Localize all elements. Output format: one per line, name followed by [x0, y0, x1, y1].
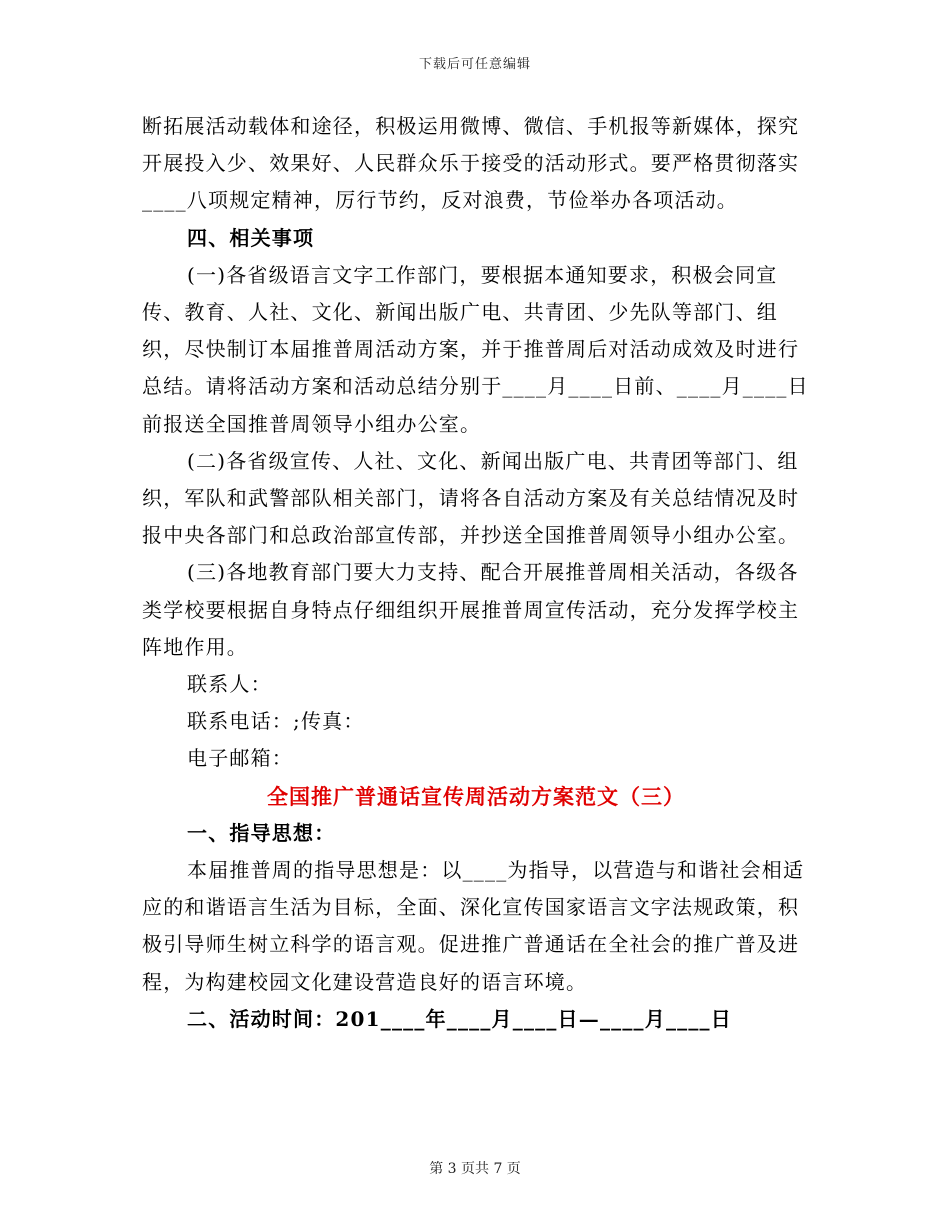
page-header: 下载后可任意编辑: [418, 57, 531, 72]
document-body: [142, 108, 810, 1038]
contact-person: 联系人：: [187, 672, 272, 697]
paragraph-item-2: (二)各省级宣传、人社、文化、新闻出版广电、共青团等部门、组织，军队和武警部队相关部门，请将各自活动方案及有关总结情况及时报中央各部门和总政治部宣传部，并抄送全国推普周领导小组办公室。: [142, 448, 800, 548]
document-title: 全国推广普通话宣传周活动方案范文（三）: [267, 783, 685, 809]
contact-phone-fax: 联系电话：;传真：: [187, 709, 365, 734]
section-heading-activity-time: 二、活动时间：201____年____月____日—____月____日: [187, 1006, 732, 1031]
paragraph-media-activities: 断拓展活动载体和途径，积极运用微博、微信、手机报等新媒体，探究开展投入少、效果好、人民群众乐于接受的活动形式。要严格贯彻落实____八项规定精神，厉行节约，反对浪费，节俭举办各项活动。: [142, 114, 800, 213]
paragraph-guiding-thought: 本届推普周的指导思想是：以____为指导，以营造与和谐社会相适应的和谐语言生活为目标，全面、深化宣传国家语言文字法规政策，积极引导师生树立科学的语言观。促进推广普通话在全社会的推广普及进程，为构建校园文化建设营造良好的语言环境。: [142, 858, 805, 994]
section-heading-guiding-thought: 一、指导思想：: [187, 820, 336, 845]
contact-email: 电子邮箱：: [187, 746, 293, 771]
page-footer: 第 3 页共 7 页: [429, 1161, 521, 1177]
section-heading-related-matters: 四、相关事项: [187, 225, 315, 250]
paragraph-item-3: (三)各地教育部门要大力支持、配合开展推普周相关活动，各级各类学校要根据自身特点仔细组织开展推普周宣传活动，充分发挥学校主阵地作用。: [142, 560, 800, 659]
paragraph-item-1: (一)各省级语言文字工作部门，要根据本通知要求，积极会同宣传、教育、人社、文化、新闻出版广电、共青团、少先队等部门、组织，尽快制订本届推普周活动方案，并于推普周后对活动成效及时进行总结。请将活动方案和活动总结分别于____月____日前、____月____日前报送全国推普周领导小组办公室。: [142, 262, 809, 436]
